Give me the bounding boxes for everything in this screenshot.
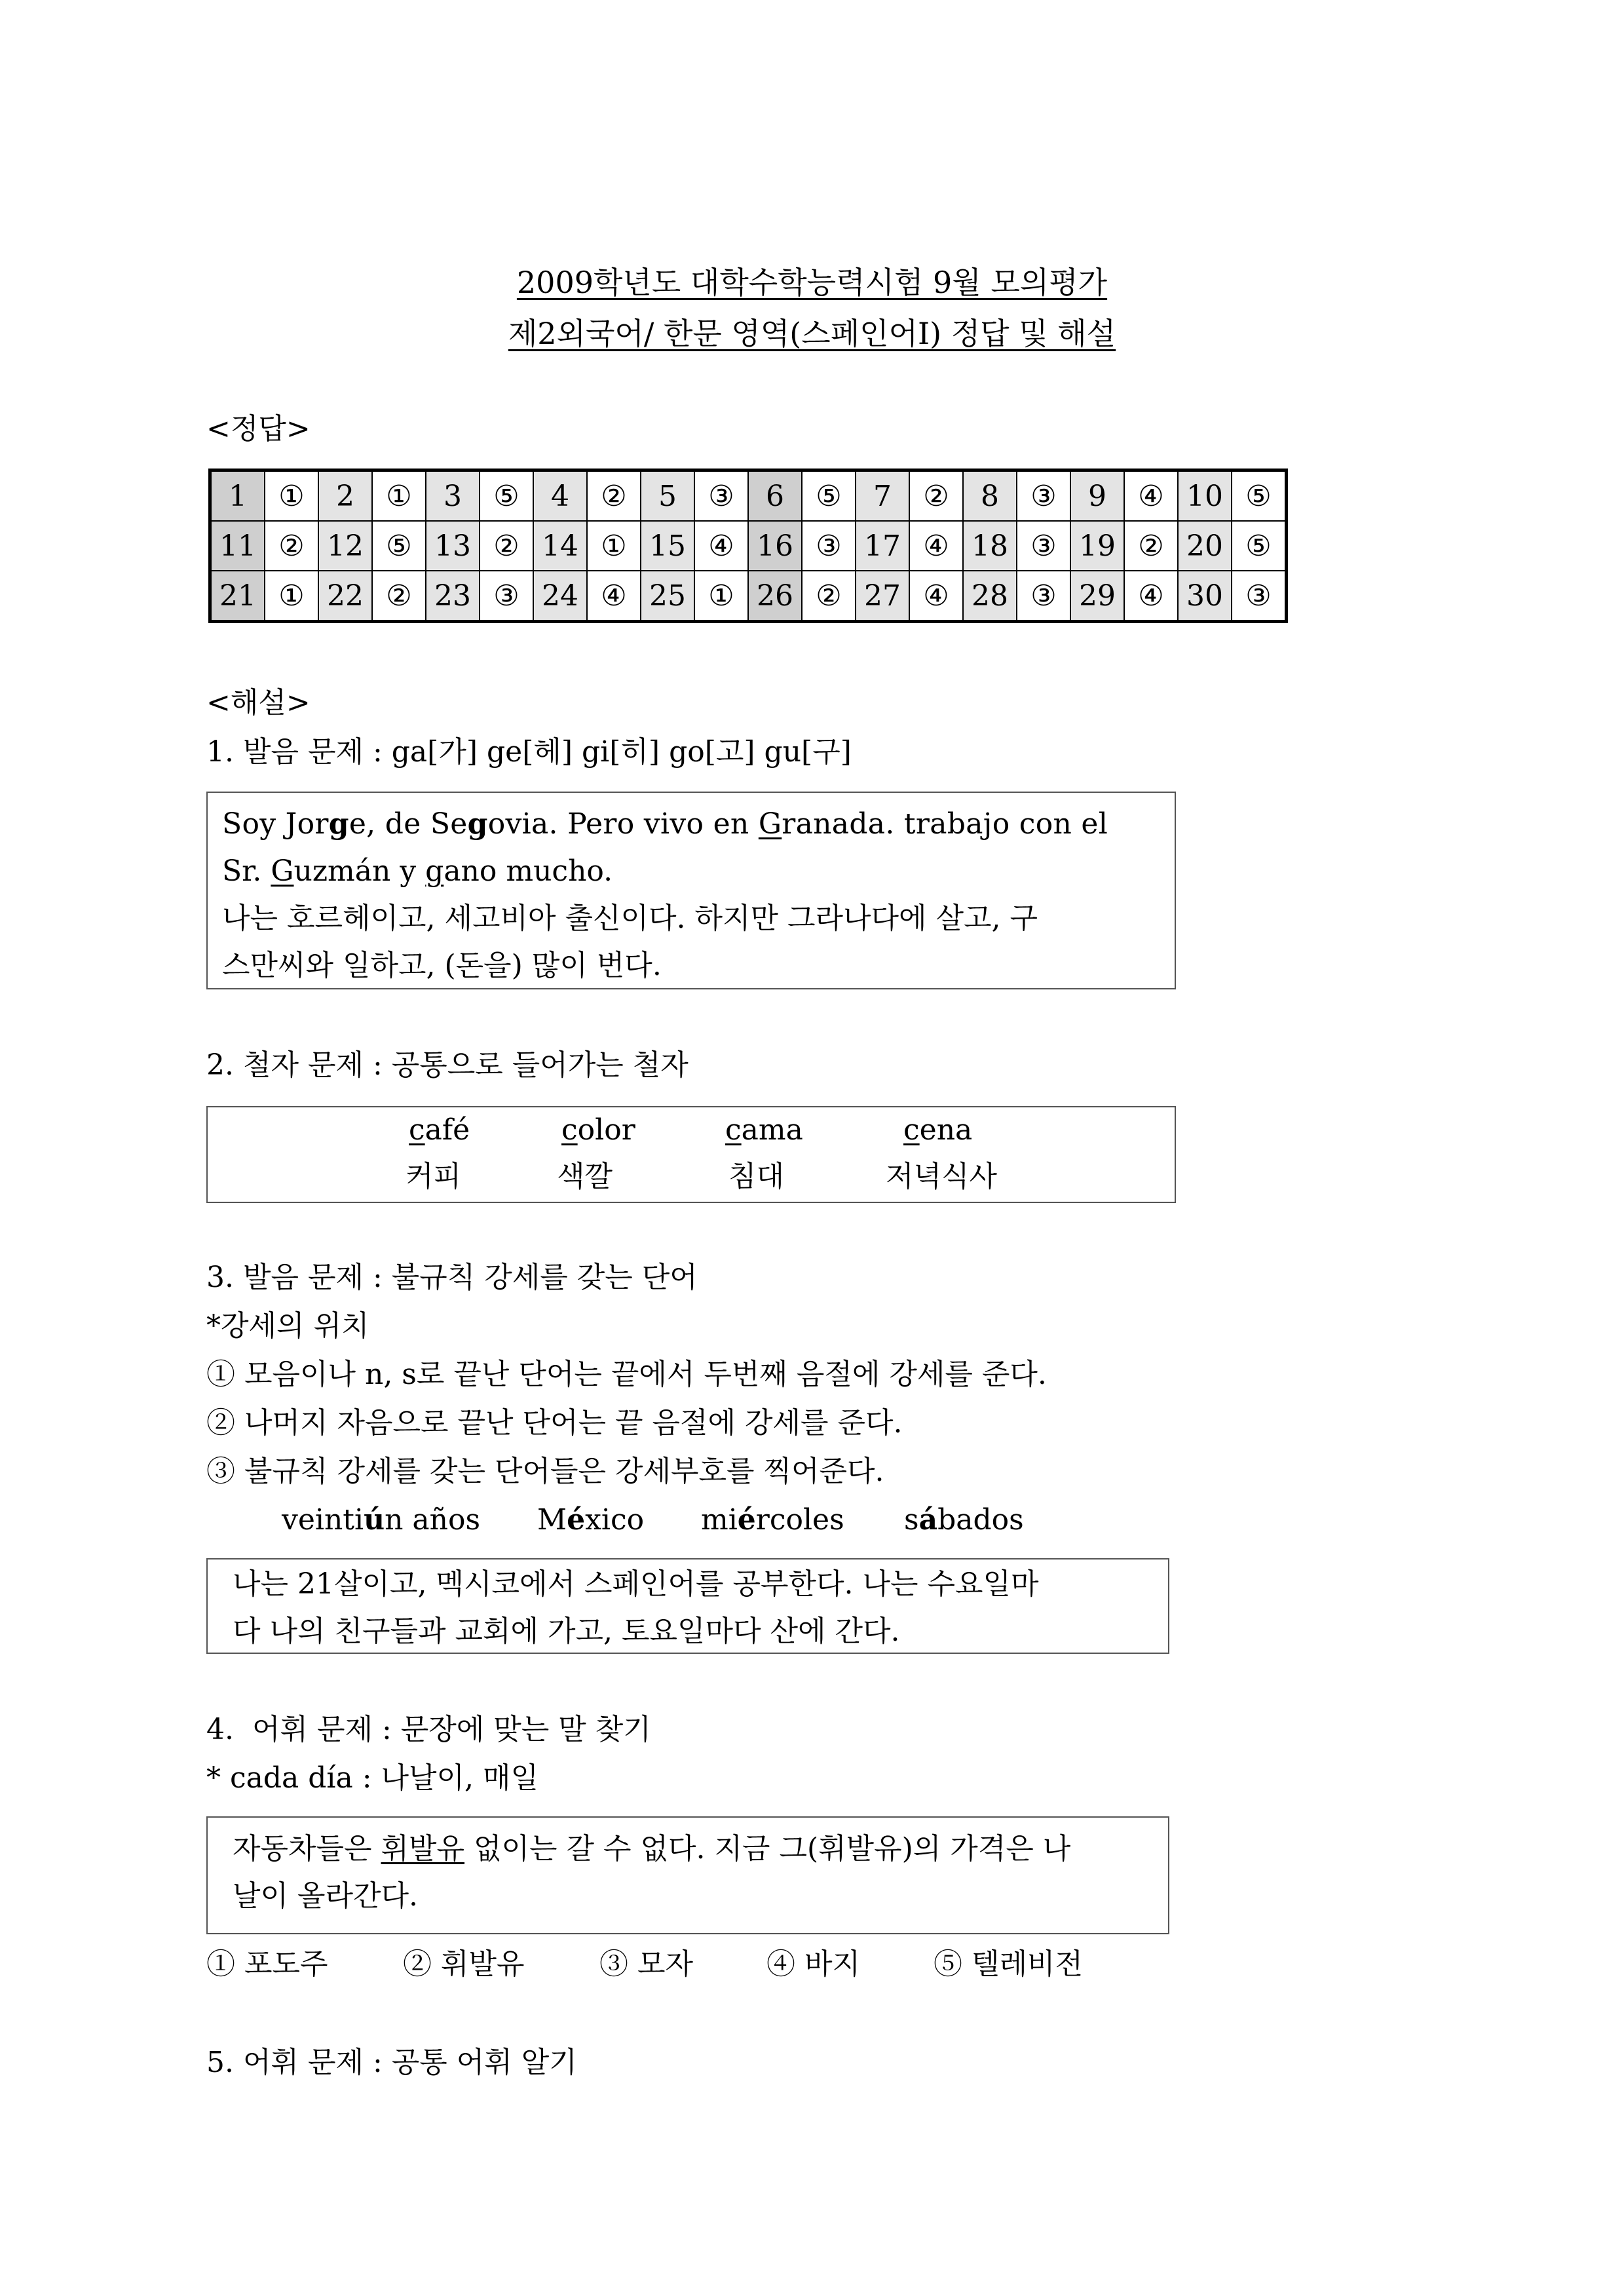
- answer-choice: ④: [694, 521, 748, 571]
- q3-example-4: sábados: [904, 1503, 1024, 1537]
- question-number: 17: [856, 521, 909, 571]
- answer-choice: ②: [265, 521, 318, 571]
- document-title: [0, 262, 1624, 303]
- answer-row: [210, 521, 1287, 571]
- answer-choice: ②: [372, 571, 426, 622]
- answer-choice: ③: [1017, 521, 1070, 571]
- answers-heading: <정답>: [206, 412, 311, 446]
- answer-choice: ④: [1124, 470, 1178, 522]
- question-number: 2: [318, 470, 372, 522]
- q2-meaning-1: 커피: [406, 1160, 462, 1193]
- q2-word-1: café: [409, 1113, 470, 1147]
- title-line-1: 2009학년도 대학수학능력시험 9월 모의평가: [516, 265, 1108, 300]
- q4-option-2: ② 휘발유: [403, 1947, 525, 1981]
- q2-word-2: color: [561, 1113, 635, 1147]
- answer-choice: ①: [694, 571, 748, 622]
- explanation-heading: <해설>: [206, 686, 311, 719]
- q2-meaning-3: 침대: [728, 1160, 785, 1193]
- q1-heading: 1. 발음 문제 : ga[가] ge[헤] gi[히] go[고] gu[구]: [206, 735, 852, 769]
- question-number: 23: [426, 571, 480, 622]
- question-number: 21: [210, 571, 265, 622]
- q3-box-line-2: 다 나의 친구들과 교회에 가고, 토요일마다 산에 간다.: [233, 1615, 900, 1648]
- answer-choice: ①: [372, 470, 426, 522]
- answer-choice: ⑤: [480, 470, 533, 522]
- answer-choice: ⑤: [1232, 470, 1287, 522]
- answer-choice: ④: [587, 571, 641, 622]
- answer-table: [208, 469, 1288, 623]
- q4-heading: 4. 어휘 문제 : 문장에 맞는 말 찾기: [206, 1713, 651, 1746]
- q2-word-3: cama: [725, 1113, 803, 1147]
- q3-example-box: [206, 1558, 1169, 1654]
- answer-choice: ④: [909, 521, 963, 571]
- answer-choice: ②: [802, 571, 856, 622]
- answer-choice: ⑤: [372, 521, 426, 571]
- answer-choice: ①: [587, 521, 641, 571]
- q1-line-1: Soy Jorge, de Segovia. Pero vivo en Granada. trabajo con el: [222, 807, 1108, 841]
- answer-choice: ⑤: [1232, 521, 1287, 571]
- question-number: 15: [641, 521, 694, 571]
- answer-choice: ①: [265, 571, 318, 622]
- question-number: 11: [210, 521, 265, 571]
- q3-rule-1: ① 모음이나 n, s로 끝난 단어는 끝에서 두번째 음절에 강세를 준다.: [206, 1358, 1047, 1391]
- question-number: 1: [210, 470, 265, 522]
- question-number: 14: [533, 521, 587, 571]
- q1-line-2: Sr. Guzmán y gano mucho.: [222, 854, 613, 888]
- q1-example-box: [206, 792, 1176, 989]
- question-number: 27: [856, 571, 909, 622]
- answer-choice: ③: [1232, 571, 1287, 622]
- q1-line-4: 스만씨와 일하고, (돈을) 많이 번다.: [222, 949, 662, 982]
- q4-example-box: [206, 1816, 1169, 1934]
- question-number: 3: [426, 470, 480, 522]
- q4-option-5: ⑤ 텔레비전: [934, 1947, 1084, 1981]
- question-number: 4: [533, 470, 587, 522]
- q3-example-2: México: [537, 1503, 645, 1537]
- question-number: 12: [318, 521, 372, 571]
- answer-choice: ②: [1124, 521, 1178, 571]
- q3-box-line-1: 나는 21살이고, 멕시코에서 스페인어를 공부한다. 나는 수요일마: [233, 1567, 1039, 1601]
- q3-example-1: veintiún años: [282, 1503, 481, 1537]
- question-number: 20: [1178, 521, 1232, 571]
- q4-option-3: ③ 모자: [599, 1947, 693, 1981]
- q3-heading: 3. 발음 문제 : 불규칙 강세를 갖는 단어: [206, 1261, 698, 1294]
- question-number: 9: [1070, 470, 1124, 522]
- answer-choice: ②: [909, 470, 963, 522]
- q2-meaning-4: 저녁식사: [886, 1160, 998, 1193]
- answer-choice: ⑤: [802, 470, 856, 522]
- answer-choice: ③: [1017, 470, 1070, 522]
- answer-row: [210, 571, 1287, 622]
- answer-row: [210, 470, 1287, 522]
- answer-choice: ③: [694, 470, 748, 522]
- question-number: 6: [748, 470, 802, 522]
- q3-example-3: miércoles: [701, 1503, 844, 1537]
- question-number: 7: [856, 470, 909, 522]
- question-number: 30: [1178, 571, 1232, 622]
- question-number: 26: [748, 571, 802, 622]
- answer-choice: ④: [909, 571, 963, 622]
- answer-choice: ②: [480, 521, 533, 571]
- question-number: 28: [963, 571, 1017, 622]
- question-number: 10: [1178, 470, 1232, 522]
- answer-choice: ③: [802, 521, 856, 571]
- q3-subheading: *강세의 위치: [206, 1309, 369, 1343]
- question-number: 19: [1070, 521, 1124, 571]
- question-number: 22: [318, 571, 372, 622]
- q2-example-box: [206, 1106, 1176, 1203]
- q4-box-line-2: 날이 올라간다.: [233, 1879, 418, 1913]
- document-subtitle: [0, 313, 1624, 354]
- q4-option-1: ① 포도주: [206, 1947, 328, 1981]
- question-number: 8: [963, 470, 1017, 522]
- q2-meaning-2: 색깔: [557, 1160, 613, 1193]
- question-number: 29: [1070, 571, 1124, 622]
- answer-choice: ③: [480, 571, 533, 622]
- q4-option-4: ④ 바지: [766, 1947, 860, 1981]
- q3-rule-3: ③ 불규칙 강세를 갖는 단어들은 강세부호를 찍어준다.: [206, 1455, 884, 1488]
- question-number: 13: [426, 521, 480, 571]
- answer-choice: ①: [265, 470, 318, 522]
- question-number: 24: [533, 571, 587, 622]
- q4-box-line-1: 자동차들은 휘발유 없이는 갈 수 없다. 지금 그(휘발유)의 가격은 나: [233, 1832, 1071, 1866]
- answer-choice: ②: [587, 470, 641, 522]
- question-number: 25: [641, 571, 694, 622]
- question-number: 5: [641, 470, 694, 522]
- q1-line-3: 나는 호르헤이고, 세고비아 출신이다. 하지만 그라나다에 살고, 구: [222, 902, 1038, 935]
- q5-heading: 5. 어휘 문제 : 공통 어휘 알기: [206, 2046, 577, 2079]
- q4-subheading: * cada día : 나날이, 매일: [206, 1761, 539, 1795]
- q2-word-4: cena: [903, 1113, 973, 1147]
- answer-choice: ④: [1124, 571, 1178, 622]
- question-number: 18: [963, 521, 1017, 571]
- answer-choice: ③: [1017, 571, 1070, 622]
- title-line-2: 제2외국어/ 한문 영역(스페인어Ⅰ) 정답 및 해설: [508, 316, 1116, 351]
- q2-heading: 2. 철자 문제 : 공통으로 들어가는 철자: [206, 1048, 689, 1082]
- question-number: 16: [748, 521, 802, 571]
- q3-rule-2: ② 나머지 자음으로 끝난 단어는 끝 음절에 강세를 준다.: [206, 1406, 903, 1440]
